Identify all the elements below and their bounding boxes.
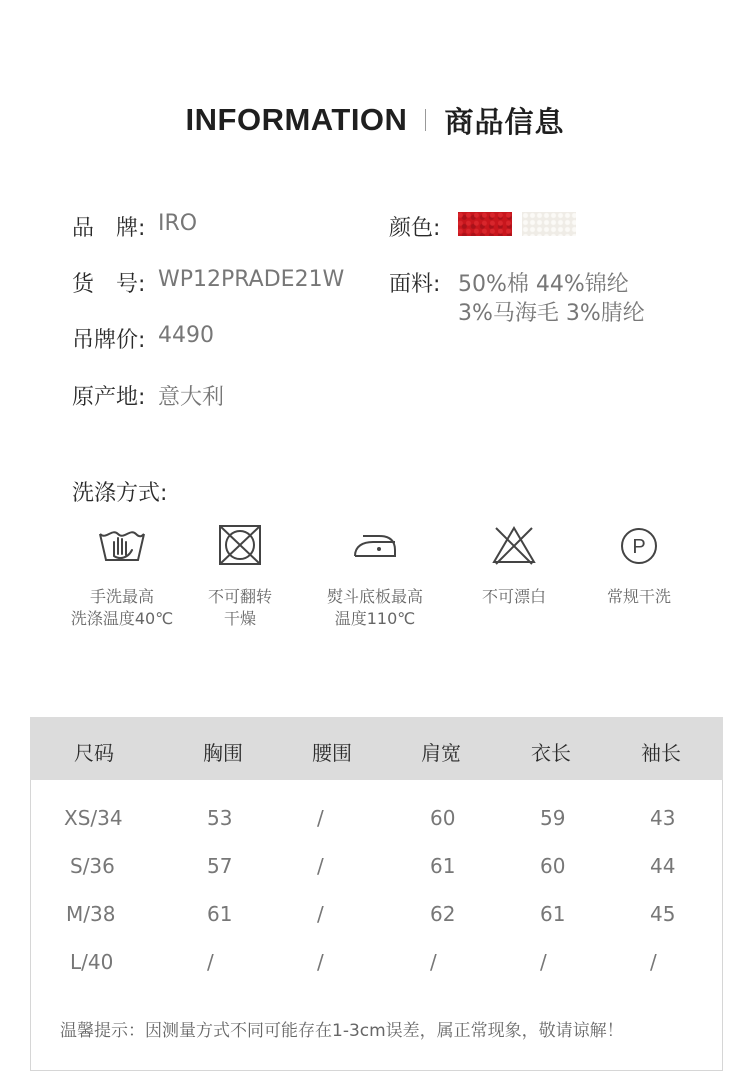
table-cell: 60 <box>430 806 456 830</box>
table-cell: 61 <box>540 902 566 926</box>
fabric-label: 面料: <box>389 272 441 297</box>
care-caption-1b: 洗涤温度40℃ <box>70 609 174 628</box>
color-swatch-red[interactable] <box>458 212 512 236</box>
col-header-sleeve: 袖长 <box>641 741 681 765</box>
fabric-line-2: 3%马海毛 3%腈纶 <box>458 301 645 326</box>
origin-value: 意大利 <box>158 385 225 410</box>
table-cell: 60 <box>540 854 566 878</box>
table-cell: 43 <box>650 806 676 830</box>
table-cell: L/40 <box>70 950 114 974</box>
origin-label: 原产地: <box>72 385 146 410</box>
col-header-waist: 腰围 <box>312 741 352 765</box>
care-item-no-bleach <box>444 522 584 608</box>
care-caption-4a: 不可漂白 <box>481 587 546 606</box>
color-label: 颜色: <box>389 216 441 241</box>
hand-wash-icon <box>96 522 148 568</box>
dry-clean-p-icon <box>613 522 665 568</box>
brand-label: 品 牌: <box>72 216 146 241</box>
col-header-length: 衣长 <box>531 741 571 765</box>
price-value: 4490 <box>158 323 214 348</box>
sku-value: WP12PRADE21W <box>158 267 345 292</box>
section-header <box>0 98 750 142</box>
table-cell: / <box>317 854 324 878</box>
table-cell: 59 <box>540 806 566 830</box>
care-caption-2b: 干燥 <box>223 609 256 628</box>
care-caption-3a: 熨斗底板最高 <box>326 587 423 606</box>
table-cell: / <box>317 950 324 974</box>
brand-value: IRO <box>158 211 198 236</box>
table-cell: / <box>430 950 437 974</box>
table-cell: 61 <box>207 902 233 926</box>
color-swatch-cream[interactable] <box>522 212 576 236</box>
care-caption-2a: 不可翻转 <box>207 587 272 606</box>
price-label: 吊牌价: <box>72 328 146 353</box>
no-bleach-icon <box>488 522 540 568</box>
size-table-header <box>30 717 723 780</box>
table-cell: 61 <box>430 854 456 878</box>
table-cell: 53 <box>207 806 233 830</box>
table-cell: / <box>317 902 324 926</box>
header-title-en: INFORMATION <box>185 102 408 137</box>
care-item-no-tumble <box>170 522 310 630</box>
table-cell: XS/34 <box>64 806 123 830</box>
table-cell: / <box>650 950 657 974</box>
size-note: 温馨提示：因测量方式不同可能存在1-3cm误差，属正常现象，敬请谅解！ <box>60 1021 624 1041</box>
header-divider <box>425 109 426 131</box>
col-header-chest: 胸围 <box>203 741 243 765</box>
table-cell: / <box>540 950 547 974</box>
col-header-size: 尺码 <box>74 741 114 765</box>
iron-icon <box>349 522 401 568</box>
care-caption-5a: 常规干洗 <box>606 587 671 606</box>
table-cell: 62 <box>430 902 456 926</box>
table-cell: 45 <box>650 902 676 926</box>
svg-text:P: P <box>632 536 646 558</box>
table-cell: 44 <box>650 854 676 878</box>
table-cell: M/38 <box>66 902 116 926</box>
header-title-zh: 商品信息 <box>444 104 565 139</box>
table-cell: / <box>207 950 214 974</box>
care-item-dry-clean <box>569 522 709 608</box>
table-cell: 57 <box>207 854 233 878</box>
table-cell: / <box>317 806 324 830</box>
care-caption-3b: 温度110℃ <box>334 609 416 628</box>
sku-label: 货 号: <box>72 272 146 297</box>
table-cell: S/36 <box>70 854 115 878</box>
col-header-shoulder: 肩宽 <box>421 741 461 765</box>
care-item-iron <box>305 522 445 630</box>
fabric-line-1: 50%棉 44%锦纶 <box>458 272 629 297</box>
care-caption-1a: 手洗最高 <box>89 587 154 606</box>
no-tumble-dry-icon <box>214 522 266 568</box>
washing-title: 洗涤方式: <box>72 481 168 506</box>
